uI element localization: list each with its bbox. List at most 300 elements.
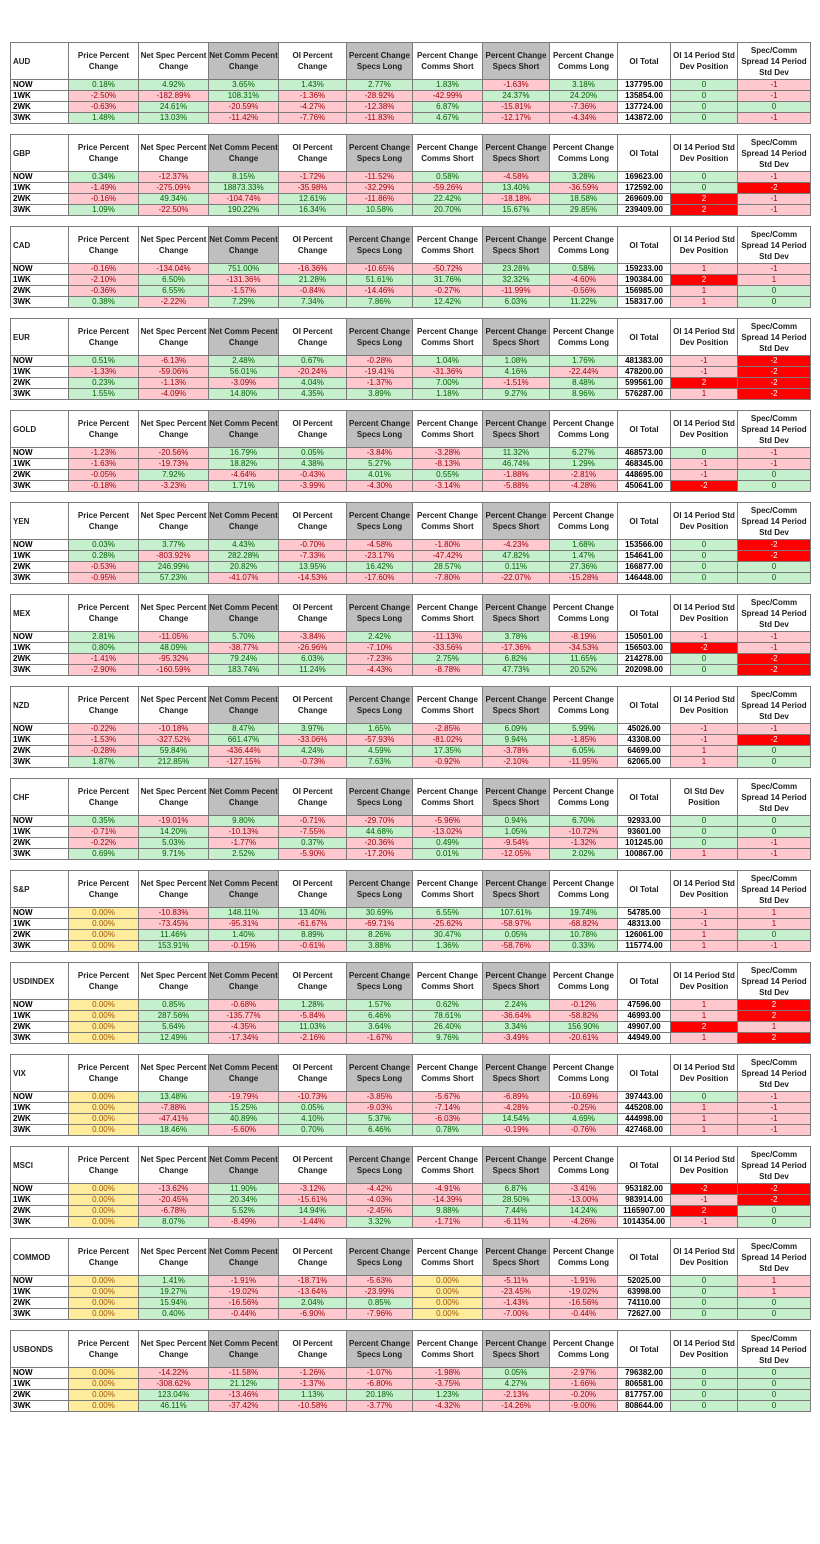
table-cell: -4.58% [483,172,550,183]
table-cell: 44.68% [347,827,413,838]
table-cell: -1.91% [209,1276,279,1287]
table-row [11,562,811,573]
table-cell: -10.83% [139,908,209,919]
column-header: Net Spec Percent Change [139,1147,209,1184]
table-cell: 0.40% [139,1309,209,1320]
block-vix [10,1054,811,1136]
table-cell: 0.70% [279,1125,347,1136]
table-cell: -1 [738,205,811,216]
table-row [11,481,811,492]
table-cell: -17.60% [347,573,413,584]
column-header: Net Spec Percent Change [139,871,209,908]
table-cell: 0 [671,654,738,665]
block-usdindex [10,962,811,1044]
period-label: 1WK [11,1287,69,1298]
table-cell: 72627.00 [618,1309,671,1320]
column-header: OI Percent Change [279,135,347,172]
table-cell: -4.23% [483,540,550,551]
table-cell: -33.56% [413,643,483,654]
table-cell: 9.88% [413,1206,483,1217]
column-header: Percent Change Specs Short [483,595,550,632]
table-cell: -3.41% [550,1184,618,1195]
table-cell: -327.52% [139,735,209,746]
table-cell: -14.22% [139,1368,209,1379]
table-cell: -1 [738,448,811,459]
table-cell: 0.05% [483,1368,550,1379]
table-row [11,297,811,308]
table-cell: 0.28% [69,551,139,562]
table-cell: 1165907.00 [618,1206,671,1217]
table-cell: 183.74% [209,665,279,676]
table-cell: 0.00% [69,1195,139,1206]
table-cell: 8.48% [550,378,618,389]
table-row [11,1217,811,1228]
table-row [11,205,811,216]
table-row [11,1298,811,1309]
table-cell: 0 [671,551,738,562]
block-spacer [10,124,810,134]
table-cell: -61.67% [279,919,347,930]
table-cell: 92933.00 [618,816,671,827]
table-cell: 468573.00 [618,448,671,459]
table-cell: 1.08% [483,356,550,367]
table-cell: -0.36% [69,286,139,297]
column-header: Percent Change Comms Long [550,963,618,1000]
table-cell: 0 [671,816,738,827]
table-cell: 0.00% [69,1022,139,1033]
table-cell: 0 [738,297,811,308]
table-cell: -13.46% [209,1390,279,1401]
column-header: Percent Change Specs Long [347,503,413,540]
table-cell: -0.71% [69,827,139,838]
table-cell: 12.49% [139,1033,209,1044]
table-cell: -1.66% [550,1379,618,1390]
table-cell: 0.80% [69,643,139,654]
table-cell: 0 [671,665,738,676]
table-row [11,838,811,849]
table-cell: -1 [671,919,738,930]
table-cell: 1.36% [413,941,483,952]
period-label: 3WK [11,1309,69,1320]
period-label: 3WK [11,297,69,308]
table-cell: 159233.00 [618,264,671,275]
header-row [11,687,811,724]
table-cell: -73.45% [139,919,209,930]
table-cell: 239409.00 [618,205,671,216]
table-cell: -5.67% [413,1092,483,1103]
column-header: Spec/Comm Spread 14 Period Std Dev [738,779,811,816]
table-cell: 2.24% [483,1000,550,1011]
table-cell: -26.96% [279,643,347,654]
table-cell: 2.02% [550,849,618,860]
table-cell: -4.28% [550,481,618,492]
table-cell: -134.04% [139,264,209,275]
column-header: Net Spec Percent Change [139,503,209,540]
table-cell: -3.78% [483,746,550,757]
table-cell: 806581.00 [618,1379,671,1390]
table-cell: -4.09% [139,389,209,400]
table-row [11,849,811,860]
table-cell: -1.43% [483,1298,550,1309]
column-header: Price Percent Change [69,1331,139,1368]
column-header: OI Percent Change [279,1055,347,1092]
table-cell: -7.00% [483,1309,550,1320]
table-cell: -803.92% [139,551,209,562]
header-row [11,963,811,1000]
table-cell: 6.55% [413,908,483,919]
column-header: Percent Change Specs Short [483,1147,550,1184]
table-cell: 13.03% [139,113,209,124]
column-header: OI Percent Change [279,1147,347,1184]
period-label: 3WK [11,757,69,768]
table-cell: 1 [671,1033,738,1044]
column-header: Spec/Comm Spread 14 Period Std Dev [738,319,811,356]
period-label: NOW [11,632,69,643]
table-cell: -0.22% [69,724,139,735]
table-cell: 0.78% [413,1125,483,1136]
table-cell: -0.92% [413,757,483,768]
block-spacer [10,400,810,410]
table-cell: 0.00% [69,930,139,941]
table-cell: -10.13% [209,827,279,838]
table-cell: 11.65% [550,654,618,665]
table-cell: -13.62% [139,1184,209,1195]
column-header: OI Percent Change [279,871,347,908]
table-cell: 0.58% [413,172,483,183]
table-cell: -1 [671,1217,738,1228]
table-cell: -2 [738,378,811,389]
table-cell: -4.03% [347,1195,413,1206]
table-cell: 0.00% [413,1298,483,1309]
table-cell: -1 [671,459,738,470]
table-cell: -14.26% [483,1401,550,1412]
table-cell: 576287.00 [618,389,671,400]
table-cell: -1 [738,838,811,849]
column-header: Spec/Comm Spread 14 Period Std Dev [738,1239,811,1276]
table-cell: -36.64% [483,1011,550,1022]
table-cell: 0.00% [69,1000,139,1011]
table-cell: -1 [738,91,811,102]
column-header: Price Percent Change [69,687,139,724]
table-cell: -59.26% [413,183,483,194]
table-cell: -0.73% [279,757,347,768]
table-cell: -38.77% [209,643,279,654]
table-cell: 11.46% [139,930,209,941]
table-cell: 6.70% [550,816,618,827]
table-cell: 14.80% [209,389,279,400]
table-cell: -13.02% [413,827,483,838]
table-cell: -2.81% [550,470,618,481]
table-cell: 2 [738,1033,811,1044]
table-cell: 1 [671,849,738,860]
table-cell: -7.88% [139,1103,209,1114]
table-cell: 4.69% [550,1114,618,1125]
period-label: NOW [11,448,69,459]
table-cell: 26.40% [413,1022,483,1033]
period-label: 1WK [11,735,69,746]
table-row [11,1390,811,1401]
table-cell: 2.77% [347,80,413,91]
header-row [11,595,811,632]
table-cell: 0.00% [69,1298,139,1309]
table-cell: -2 [671,1184,738,1195]
header-row [11,135,811,172]
table-cell: 1.18% [413,389,483,400]
table-cell: -11.83% [347,113,413,124]
table-cell: 3.64% [347,1022,413,1033]
table-cell: 4.27% [483,1379,550,1390]
table-cell: 1.41% [139,1276,209,1287]
table-cell: 46.74% [483,459,550,470]
table-cell: 156.90% [550,1022,618,1033]
column-header: Spec/Comm Spread 14 Period Std Dev [738,687,811,724]
column-header: Net Spec Percent Change [139,963,209,1000]
table-cell: -3.14% [413,481,483,492]
table-cell: 1.40% [209,930,279,941]
column-header: Net Comm Pecent Change [209,1331,279,1368]
column-header: OI Percent Change [279,227,347,264]
table-cell: -2 [738,654,811,665]
table-cell: 13.40% [279,908,347,919]
period-label: NOW [11,80,69,91]
table-cell: -5.11% [483,1276,550,1287]
table-cell: -3.84% [347,448,413,459]
header-row [11,1239,811,1276]
table-cell: -1 [738,643,811,654]
table-cell: -0.71% [279,816,347,827]
column-header: Price Percent Change [69,1239,139,1276]
table-cell: 0 [738,827,811,838]
table-cell: 5.37% [347,1114,413,1125]
table-cell: -4.27% [279,102,347,113]
table-cell: 21.28% [279,275,347,286]
table-cell: 51.61% [347,275,413,286]
table-cell: -3.85% [347,1092,413,1103]
table-cell: 6.55% [139,286,209,297]
table-row [11,1125,811,1136]
symbol-label: CAD [11,227,69,264]
table-cell: 8.47% [209,724,279,735]
period-label: 3WK [11,389,69,400]
table-cell: -17.20% [347,849,413,860]
column-header: OI Total [618,135,671,172]
table-cell: 32.32% [483,275,550,286]
table-cell: -4.42% [347,1184,413,1195]
table-cell: 0.00% [69,919,139,930]
table-cell: -16.56% [550,1298,618,1309]
table-cell: 3.88% [347,941,413,952]
column-header: Net Comm Pecent Change [209,871,279,908]
table-row [11,1184,811,1195]
column-header: OI Total [618,411,671,448]
table-cell: 1 [671,297,738,308]
table-cell: -25.62% [413,919,483,930]
period-label: 1WK [11,1379,69,1390]
table-cell: -2 [738,183,811,194]
column-header: Percent Change Comms Short [413,687,483,724]
table-cell: 269609.00 [618,194,671,205]
header-row [11,43,811,80]
table-cell: -2.16% [279,1033,347,1044]
table-cell: 0.62% [413,1000,483,1011]
table-cell: -0.28% [69,746,139,757]
table-cell: 0.00% [69,908,139,919]
table-row [11,286,811,297]
table-row [11,573,811,584]
period-label: 3WK [11,113,69,124]
table-cell: 1.83% [413,80,483,91]
table-cell: 15.94% [139,1298,209,1309]
column-header: Percent Change Specs Long [347,319,413,356]
column-header: OI Total [618,963,671,1000]
column-header: OI Total [618,1331,671,1368]
column-header: Percent Change Specs Long [347,135,413,172]
block-spacer [10,584,810,594]
table-cell: 12.61% [279,194,347,205]
table-cell: 4.10% [279,1114,347,1125]
table-cell: 1 [738,919,811,930]
table-cell: -7.23% [347,654,413,665]
table-cell: 953182.00 [618,1184,671,1195]
table-cell: 450641.00 [618,481,671,492]
table-cell: 0.05% [483,930,550,941]
table-cell: 4.16% [483,367,550,378]
column-header: OI Total [618,1239,671,1276]
table-cell: -50.72% [413,264,483,275]
table-cell: 9.94% [483,735,550,746]
table-cell: 166877.00 [618,562,671,573]
table-row [11,80,811,91]
table-cell: 0.05% [279,1103,347,1114]
table-cell: 10.78% [550,930,618,941]
column-header: Net Spec Percent Change [139,1239,209,1276]
column-header: OI 14 Period Std Dev Position [671,1239,738,1276]
table-row [11,746,811,757]
table-cell: 0.00% [69,1184,139,1195]
column-header: Net Spec Percent Change [139,411,209,448]
table-cell: -131.36% [209,275,279,286]
table-cell: 9.27% [483,389,550,400]
table-row [11,194,811,205]
table-cell: 0 [671,183,738,194]
column-header: Price Percent Change [69,595,139,632]
table-cell: 2 [738,1011,811,1022]
table-cell: -2 [738,735,811,746]
period-label: 2WK [11,654,69,665]
table-cell: 0.00% [69,1217,139,1228]
table-row [11,816,811,827]
table-cell: 4.43% [209,540,279,551]
symbol-label: VIX [11,1055,69,1092]
table-cell: -19.41% [347,367,413,378]
table-cell: 1.43% [279,80,347,91]
table-cell: -1 [738,1103,811,1114]
period-label: NOW [11,1000,69,1011]
symbol-label: S&P [11,871,69,908]
table-cell: 169623.00 [618,172,671,183]
table-cell: -20.59% [209,102,279,113]
period-label: 2WK [11,1390,69,1401]
column-header: Percent Change Comms Short [413,503,483,540]
table-cell: -10.69% [550,1092,618,1103]
column-header: Net Spec Percent Change [139,227,209,264]
symbol-label: NZD [11,687,69,724]
table-cell: 3.65% [209,80,279,91]
table-cell: 11.90% [209,1184,279,1195]
table-cell: -104.74% [209,194,279,205]
table-row [11,1103,811,1114]
table-cell: 0 [738,1309,811,1320]
table-cell: -1.85% [550,735,618,746]
table-cell: 0.00% [69,1033,139,1044]
column-header: Price Percent Change [69,319,139,356]
table-cell: 0 [671,1092,738,1103]
table-cell: 21.12% [209,1379,279,1390]
table-cell: -1.26% [279,1368,347,1379]
table-cell: 7.86% [347,297,413,308]
table-cell: 43308.00 [618,735,671,746]
table-row [11,930,811,941]
table-cell: -308.62% [139,1379,209,1390]
table-cell: 0 [671,113,738,124]
table-cell: 1.68% [550,540,618,551]
column-header: OI Percent Change [279,411,347,448]
table-row [11,632,811,643]
column-header: Percent Change Specs Long [347,1147,413,1184]
table-cell: -2 [738,551,811,562]
table-cell: -0.44% [209,1309,279,1320]
table-cell: 2 [671,194,738,205]
table-cell: 47596.00 [618,1000,671,1011]
column-header: Percent Change Comms Short [413,1147,483,1184]
table-cell: 0.00% [69,1276,139,1287]
table-cell: 1 [671,286,738,297]
table-cell: -33.06% [279,735,347,746]
block-nzd [10,686,811,768]
table-cell: -14.53% [279,573,347,584]
table-cell: 56.01% [209,367,279,378]
table-cell: -95.32% [139,654,209,665]
table-cell: 0.11% [483,562,550,573]
table-cell: -1.53% [69,735,139,746]
table-cell: -12.05% [483,849,550,860]
table-cell: 16.79% [209,448,279,459]
column-header: Percent Change Specs Long [347,871,413,908]
table-cell: 1.23% [413,1390,483,1401]
table-cell: 15.25% [209,1103,279,1114]
table-cell: 4.59% [347,746,413,757]
symbol-label: MEX [11,595,69,632]
table-cell: 1 [671,264,738,275]
table-cell: -1 [671,735,738,746]
period-label: 3WK [11,941,69,952]
column-header: OI Total [618,227,671,264]
table-cell: -0.16% [69,194,139,205]
table-cell: 983914.00 [618,1195,671,1206]
table-cell: -1.49% [69,183,139,194]
table-row [11,643,811,654]
table-cell: 24.20% [550,91,618,102]
table-cell: -1 [738,1092,811,1103]
column-header: OI Percent Change [279,687,347,724]
column-header: Percent Change Comms Long [550,503,618,540]
table-cell: -95.31% [209,919,279,930]
table-cell: 16.42% [347,562,413,573]
column-header: Price Percent Change [69,43,139,80]
table-row [11,941,811,952]
column-header: OI 14 Period Std Dev Position [671,1331,738,1368]
table-row [11,470,811,481]
